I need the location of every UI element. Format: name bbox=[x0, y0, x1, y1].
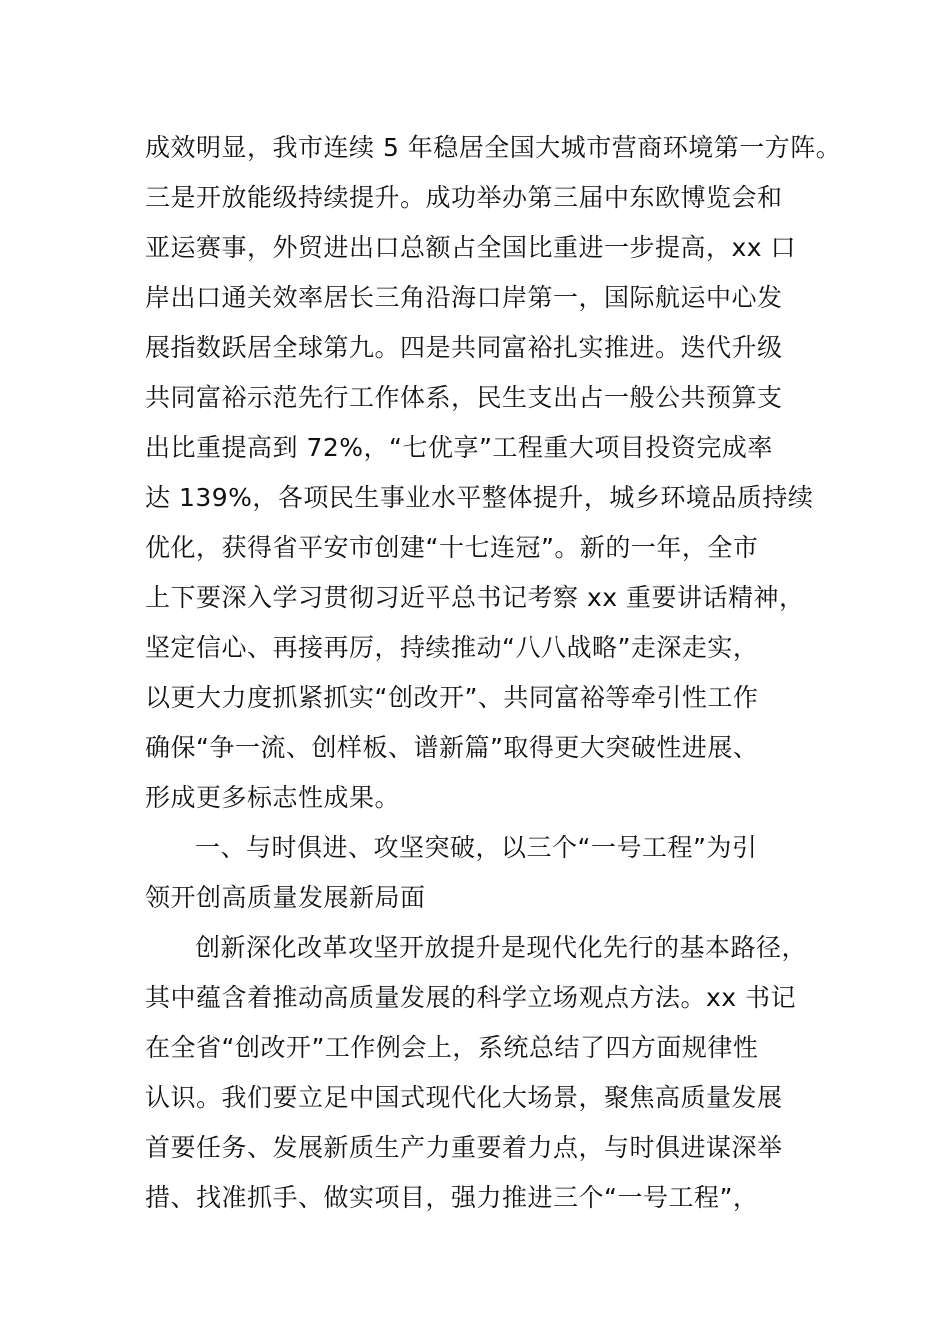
text-line: 出比重提高到 72%，“七优享”工程重大项目投资完成率 bbox=[145, 433, 773, 462]
text-line: 措、找准抓手、做实项目，强力推进三个“一号工程”， bbox=[145, 1183, 759, 1212]
text-line: 以更大力度抓紧抓实“创改开”、共同富裕等牵引性工作 bbox=[145, 683, 759, 712]
text-line: 展指数跃居全球第九。四是共同富裕扎实推进。迭代升级 bbox=[145, 333, 783, 362]
text-line: 坚定信心、再接再厉，持续推动“八八战略”走深走实， bbox=[145, 633, 759, 662]
text-line: 形成更多标志性成果。 bbox=[145, 783, 401, 812]
text-line: 创新深化改革攻坚开放提升是现代化先行的基本路径， bbox=[195, 933, 808, 962]
text-line: 上下要深入学习贯彻习近平总书记考察 xx 重要讲话精神， bbox=[145, 583, 805, 612]
section-heading: 一、与时俱进、攻坚突破，以三个“一号工程”为引 bbox=[195, 833, 758, 862]
text-line: 在全省“创改开”工作例会上，系统总结了四方面规律性 bbox=[145, 1033, 759, 1062]
text-line: 成效明显，我市连续 5 年稳居全国大城市营商环境第一方阵。 bbox=[145, 133, 842, 162]
text-line: 其中蕴含着推动高质量发展的科学立场观点方法。xx 书记 bbox=[145, 983, 797, 1012]
text-line: 三是开放能级持续提升。成功举办第三届中东欧博览会和 bbox=[145, 183, 783, 212]
text-line: 达 139%，各项民生事业水平整体提升，城乡环境品质持续 bbox=[145, 483, 814, 512]
text-line: 优化，获得省平安市创建“十七连冠”。新的一年，全市 bbox=[145, 533, 759, 562]
text-line: 岸出口通关效率居长三角沿海口岸第一，国际航运中心发 bbox=[145, 283, 783, 312]
text-line: 共同富裕示范先行工作体系，民生支出占一般公共预算支 bbox=[145, 383, 783, 412]
section-heading-continued: 领开创高质量发展新局面 bbox=[145, 883, 426, 912]
text-line: 首要任务、发展新质生产力重要着力点，与时俱进谋深举 bbox=[145, 1133, 783, 1162]
text-line: 认识。我们要立足中国式现代化大场景，聚焦高质量发展 bbox=[145, 1083, 783, 1112]
text-line: 亚运赛事，外贸进出口总额占全国比重进一步提高，xx 口 bbox=[145, 233, 797, 262]
text-line: 确保“争一流、创样板、谱新篇”取得更大突破性进展、 bbox=[145, 733, 759, 762]
